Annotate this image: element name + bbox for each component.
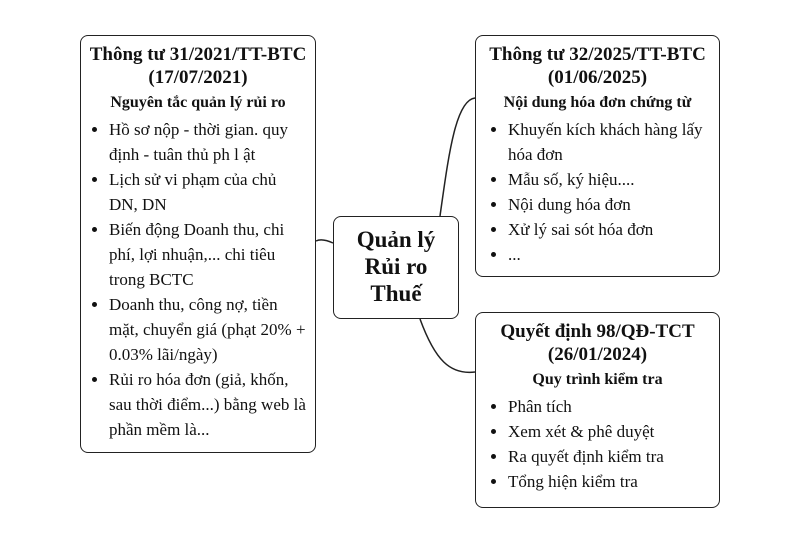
center-line-1: Quản lý [356, 227, 436, 252]
top-right-box-title-line2: (01/06/2025) [547, 67, 648, 88]
list-item: • Khuyến kích khách hàng lấy hóa đơn [508, 117, 711, 167]
bottom-right-box-title [484, 320, 711, 366]
left-box-subtitle: Nguyên tắc quản lý rủi ro [110, 94, 286, 111]
left-box-circular-31 [80, 35, 316, 453]
left-box-title-line2: (17/07/2021) [148, 67, 248, 88]
top-right-box-title [484, 43, 711, 89]
list-item: • Mẫu số, ký hiệu.... [508, 167, 711, 192]
top-right-box-title-line1: Thông tư 32/2025/TT-BTC [489, 44, 706, 65]
bottom-right-box-title-line1: Quyết định 98/QĐ-TCT [500, 321, 695, 342]
list-item: • ... [508, 242, 711, 267]
list-item: • Xem xét & phê duyệt [508, 419, 711, 444]
list-item: • Rủi ro hóa đơn (giả, khốn, sau thời điểm...) bằng web là phần mềm là... [109, 367, 307, 442]
bottom-right-box-decision-98 [475, 312, 720, 508]
left-box-title-line1: Thông tư 31/2021/TT-BTC [89, 44, 307, 65]
list-item: • Phân tích [508, 394, 711, 419]
left-box-list [89, 117, 307, 442]
connector-center-to-bottom-right [420, 319, 475, 372]
list-item: • Biến động Doanh thu, chi phí, lợi nhuận,... chi tiêu trong BCTC [109, 217, 307, 292]
list-item: • Hồ sơ nộp - thời gian. quy định - tuân thủ ph l ật [109, 117, 307, 167]
bottom-right-box-list [484, 394, 711, 494]
list-item: • Xử lý sai sót hóa đơn [508, 217, 711, 242]
top-right-box-subtitle: Nội dung hóa đơn chứng từ [503, 94, 692, 111]
list-item: • Ra quyết định kiểm tra [508, 444, 711, 469]
list-item: • Nội dung hóa đơn [508, 192, 711, 217]
center-line-2: Rủi ro [364, 254, 428, 279]
bottom-right-box-title-line2: (26/01/2024) [547, 344, 648, 365]
list-item: • Doanh thu, công nợ, tiền mặt, chuyển giá (phạt 20% + 0.03% lãi/ngày) [109, 292, 307, 367]
list-item: • Lịch sử vi phạm của chủ DN, DN [109, 167, 307, 217]
left-box-title [89, 43, 307, 89]
top-right-box-list [484, 117, 711, 267]
list-item: • Tổng hiện kiểm tra [508, 469, 711, 494]
top-right-box-circular-32 [475, 35, 720, 277]
connector-center-to-top-right [440, 98, 475, 216]
center-node-tax-risk-management [333, 216, 459, 319]
bottom-right-box-subtitle: Quy trình kiểm tra [532, 371, 663, 388]
connector-center-to-left [316, 240, 333, 243]
center-line-3: Thuế [370, 281, 422, 306]
